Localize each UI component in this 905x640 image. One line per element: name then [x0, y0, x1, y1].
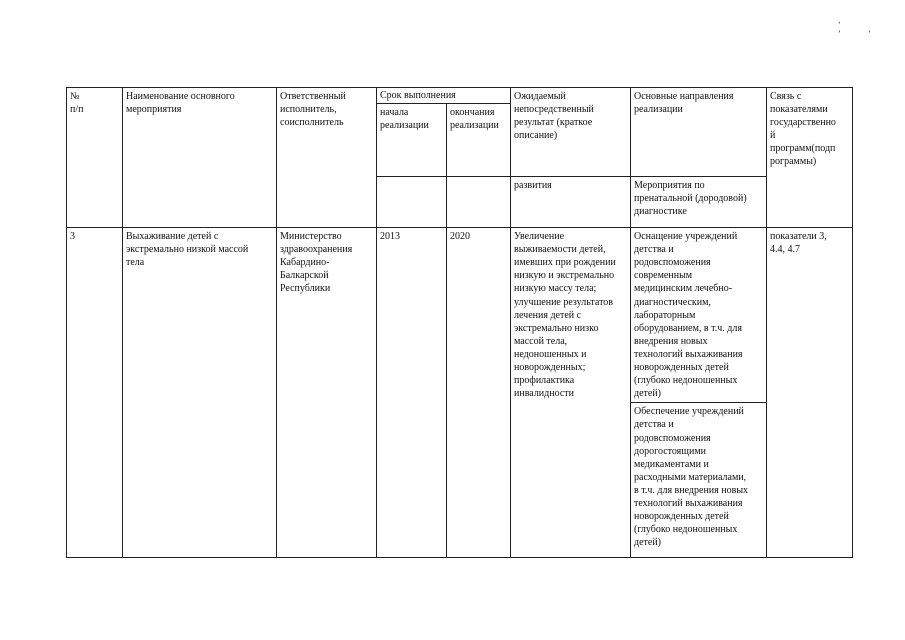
activities-table — [66, 87, 853, 558]
row-result: Увеличение выживаемости детей, имевших при рождении низкую и экстремально низкую массу тела; улучшение результатов лечения детей с экстремально низко массой тела, недоношенных и новорожденных; профилактика инвалидности — [511, 228, 631, 558]
header-term-end: окончания реализации — [447, 104, 511, 177]
header-term-end-cont — [447, 177, 511, 228]
row-start: 2013 — [377, 228, 447, 558]
header-result-cont: развития — [511, 177, 631, 228]
header-term-start-cont — [377, 177, 447, 228]
header-executor: Ответственный исполнитель, соисполнитель — [277, 88, 377, 228]
row-num: 3 — [67, 228, 123, 558]
header-link: Связь с показателями государственно й программ(подп рограммы) — [767, 88, 853, 228]
header-term-start: начала реализации — [377, 104, 447, 177]
row-executor: Министерство здравоохранения Кабардино- Балкарской Республики — [277, 228, 377, 558]
row-end: 2020 — [447, 228, 511, 558]
header-directions-sub: Мероприятия по пренатальной (дородовой) диагностике — [631, 177, 767, 228]
table-row — [67, 228, 853, 403]
header-name: Наименование основного мероприятия — [123, 88, 277, 228]
header-num: № п/п — [67, 88, 123, 228]
header-row — [67, 88, 853, 104]
header-directions: Основные направления реализации — [631, 88, 767, 177]
row-link: показатели 3, 4.4, 4.7 — [767, 228, 853, 558]
row-direction-2: Обеспечение учреждений детства и родовспоможения дорогостоящими медикаментами и расходными материалами, в т.ч. для внедрения новых технологий выхаживания новорожденных детей (глубоко недоношенных детей) — [631, 403, 767, 558]
header-term: Срок выполнения — [377, 88, 511, 104]
row-direction-1: Оснащение учреждений детства и родовспоможения современным медицинским лечебно- диагностическим, лабораторным оборудованием, в т.ч. для внедрения новых технологий выхаживания новорожденных детей (глубоко недоношенных детей) — [631, 228, 767, 403]
corner-marks: ‘ ’’ — [838, 20, 899, 38]
header-result: Ожидаемый непосредственный результат (краткое описание) — [511, 88, 631, 177]
row-name: Выхаживание детей с экстремально низкой массой тела — [123, 228, 277, 558]
